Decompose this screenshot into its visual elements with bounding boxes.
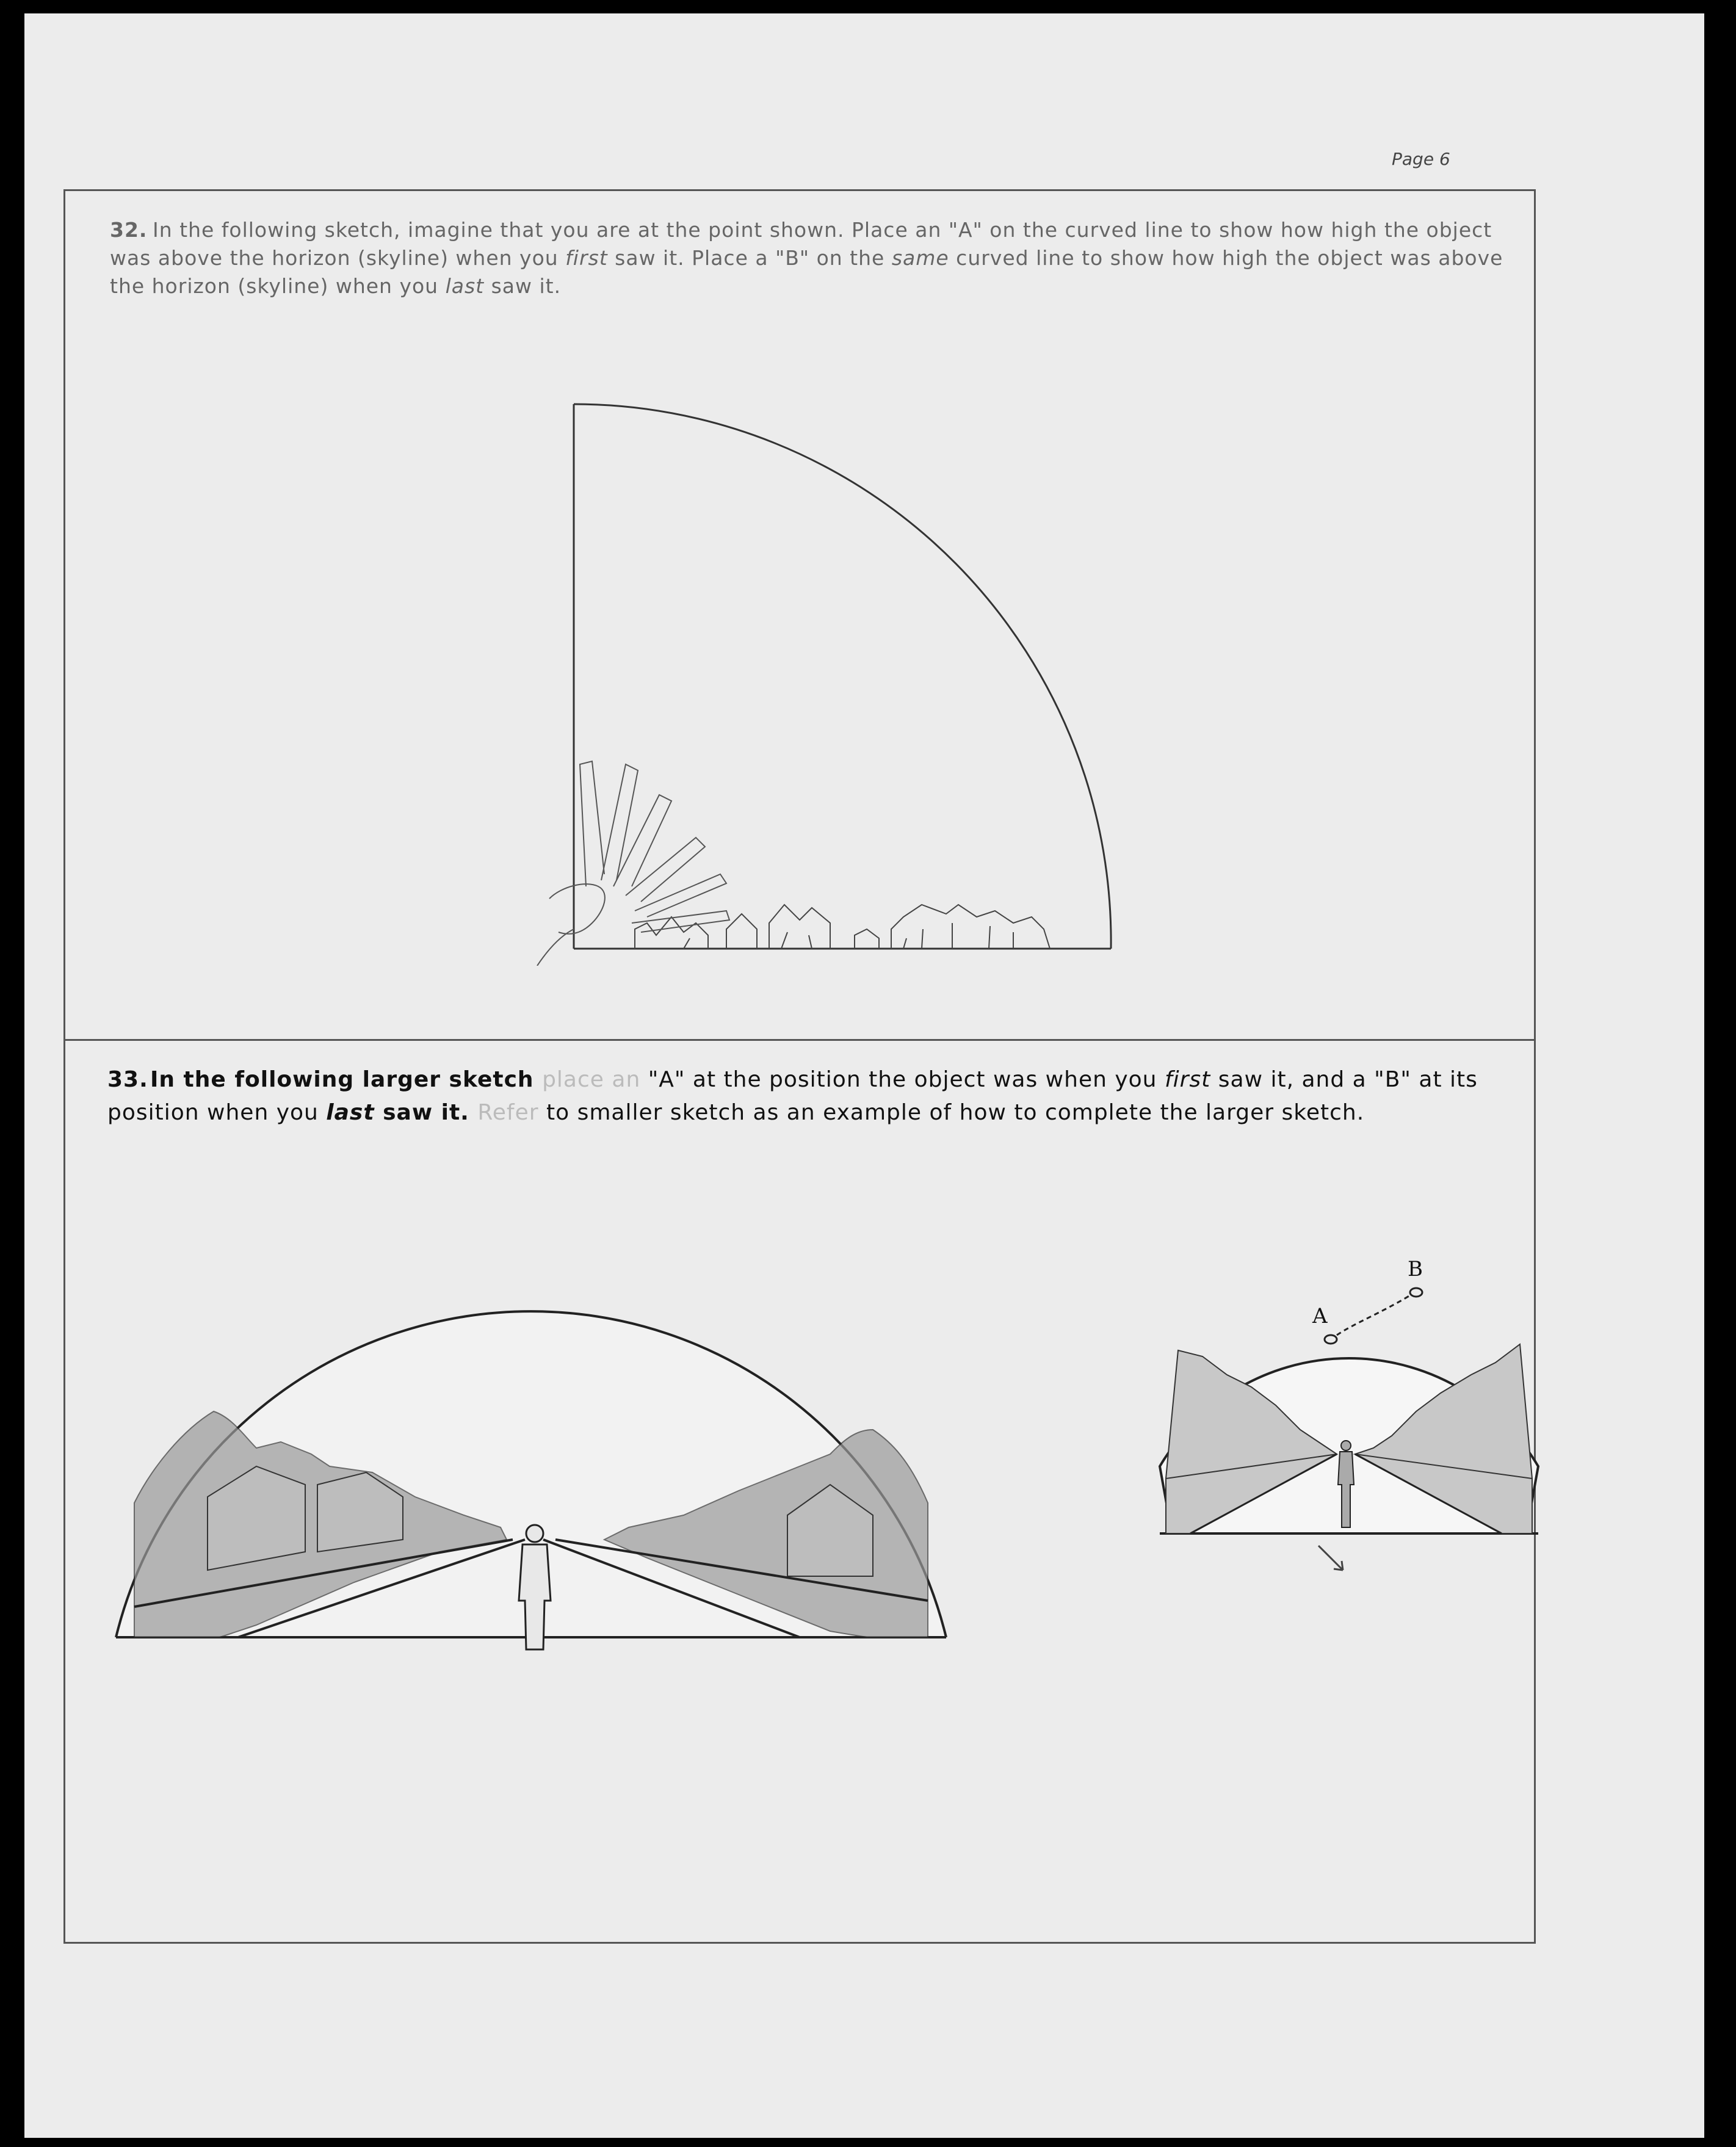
- question-33-number: 33.: [107, 1067, 148, 1092]
- question-32-text: 32. In the following sketch, imagine that you are at the point shown. Place an "A" on the curved line to show how high the object was above the horizon (skyline) when you first saw it. Place a "B" on the same curved line to show how high the object was above the horizon (skyline) when you last saw it.: [110, 216, 1514, 300]
- example-object-path: [1337, 1295, 1410, 1335]
- example-object-a: [1325, 1335, 1337, 1344]
- example-label-a: A: [1312, 1304, 1328, 1328]
- example-sketch: [1123, 1210, 1575, 1588]
- hand-drawing: [537, 761, 729, 966]
- question-32-number: 32.: [110, 218, 148, 242]
- example-object-b: [1410, 1288, 1422, 1297]
- large-street-sketch: [98, 1210, 964, 1662]
- example-arrow: [1312, 1540, 1361, 1588]
- example-label-b: B: [1408, 1257, 1423, 1281]
- skyline-drawing: [635, 905, 1050, 949]
- section-divider: [63, 1039, 1536, 1041]
- page-number: Page 6: [1392, 149, 1450, 169]
- horizon-arc-sketch: [525, 398, 1135, 966]
- curved-answer-line: [574, 404, 1111, 949]
- question-33-text: 33.In the following larger sketch place an "A" at the position the object was when you first saw it, and a "B" at its position when you last saw it. Refer to smaller sketch as an example of how to complete the larger sketch.: [107, 1063, 1530, 1129]
- questionnaire-page: [24, 13, 1704, 2138]
